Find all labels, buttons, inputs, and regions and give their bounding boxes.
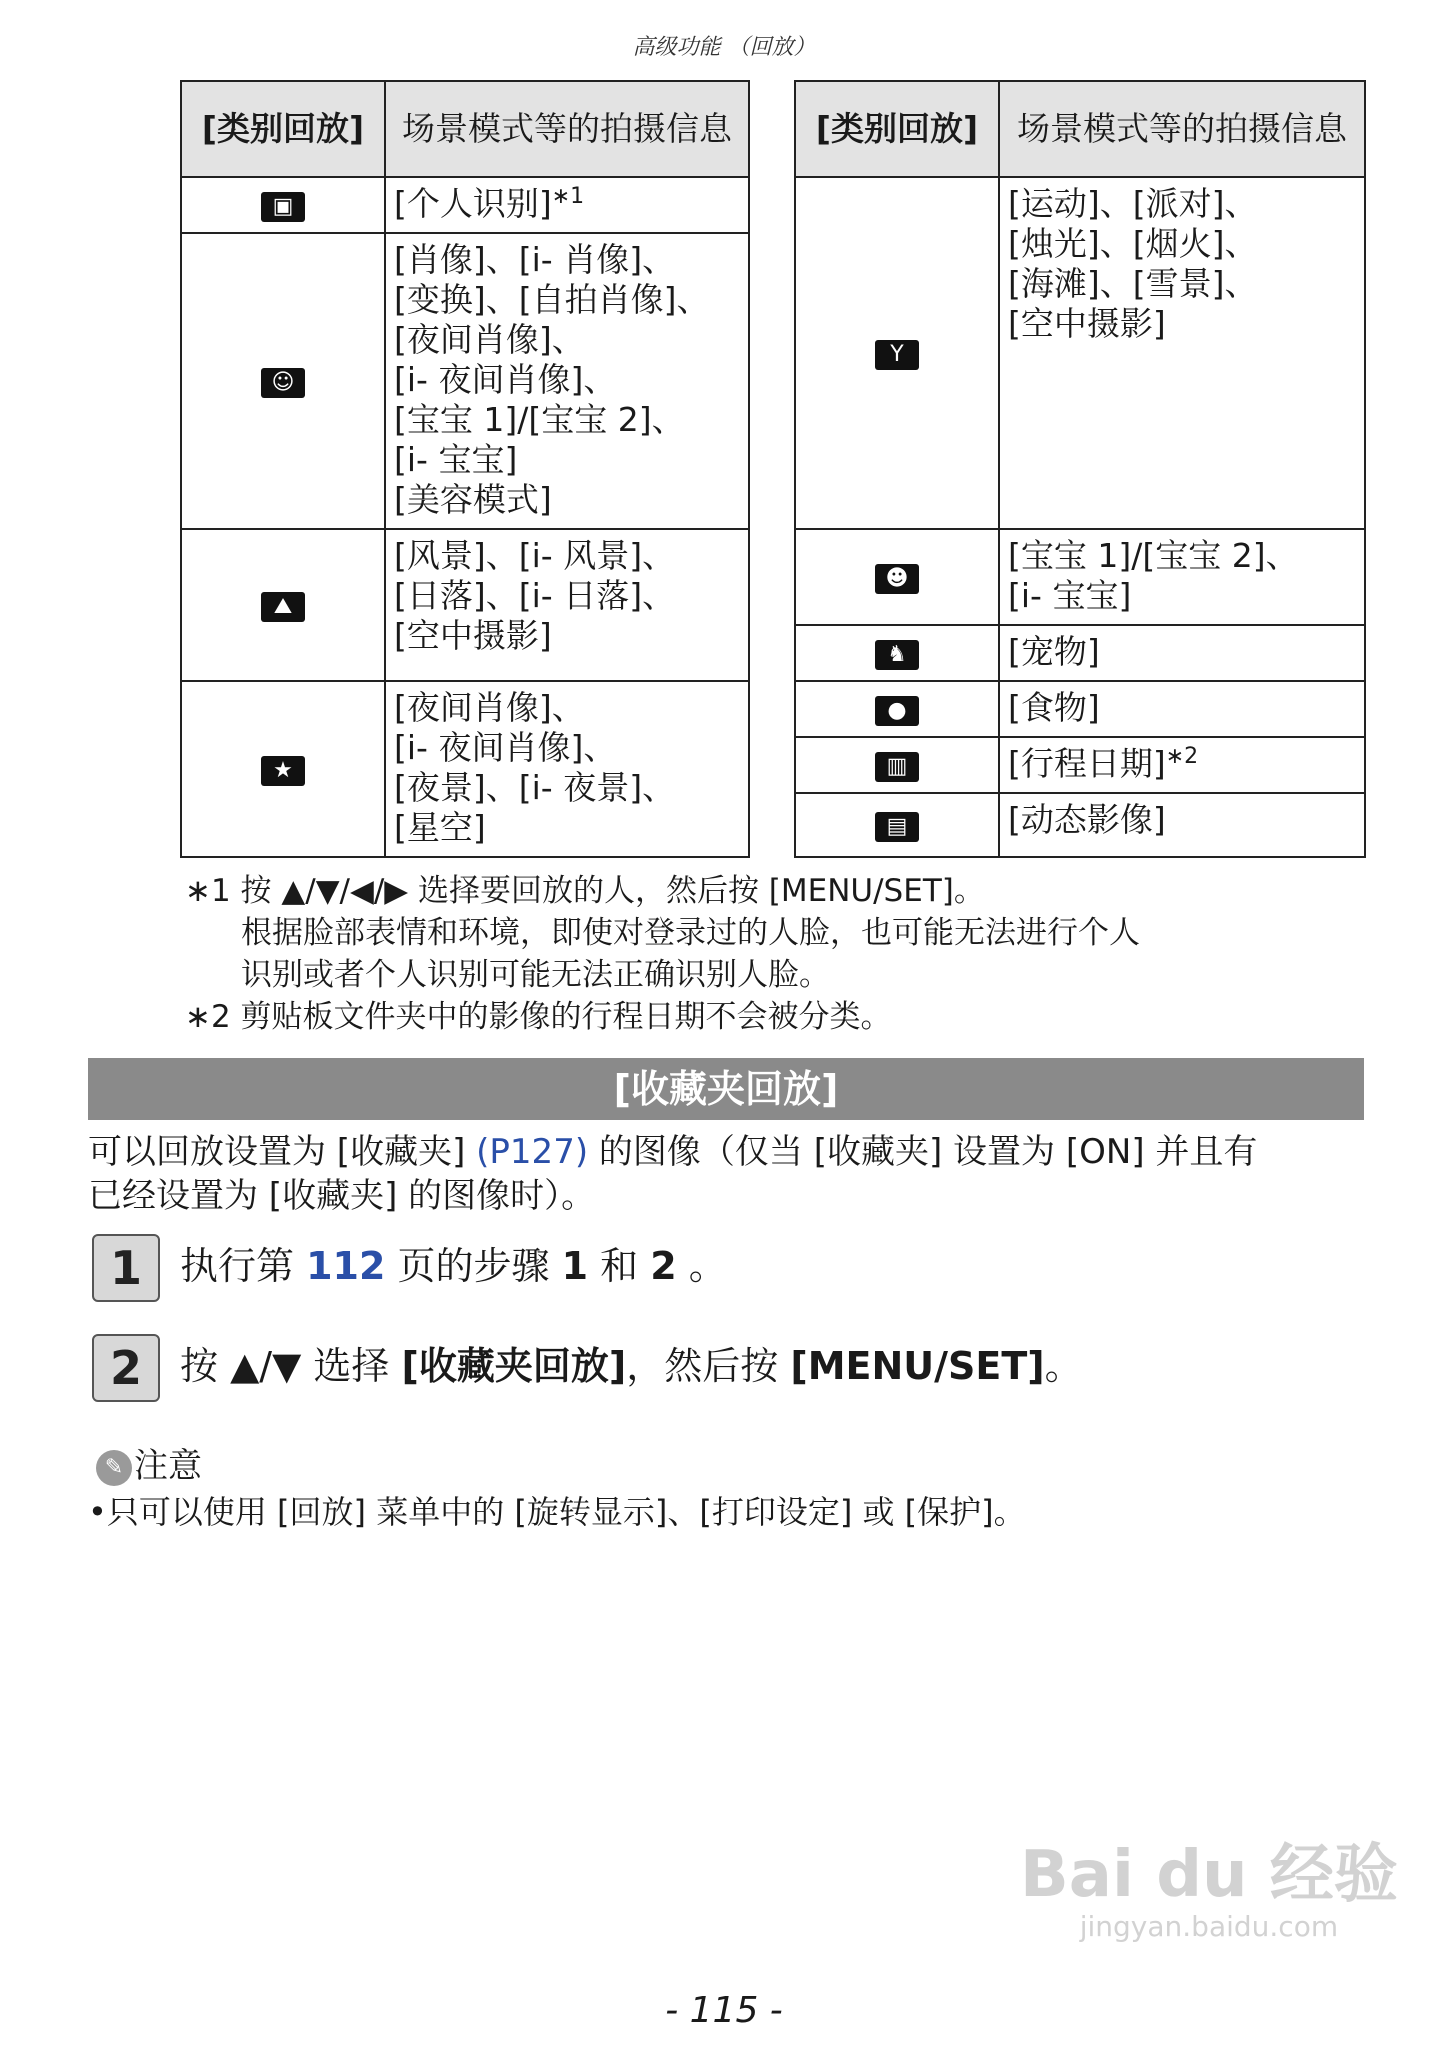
step-text: ，然后按 [626, 1344, 791, 1388]
note-heading [96, 1444, 202, 1488]
cell-line: [变换]、[自拍肖像]、 [394, 280, 710, 319]
cell-line: [夜间肖像]、 [394, 320, 585, 359]
step-1-text [180, 1234, 727, 1298]
right-category-table [794, 80, 1366, 858]
left-header-info: 场景模式等的拍摄信息 [385, 81, 749, 177]
left-category-table [180, 80, 750, 858]
motion-picture-icon: ▤ [875, 812, 919, 842]
left-header-category: [类别回放] [181, 81, 385, 177]
step-ref: 2 [650, 1244, 677, 1288]
step-text: 。 [1044, 1344, 1083, 1388]
cell-line: [肖像]、[i- 肖像]、 [394, 240, 676, 279]
table-row [795, 681, 1365, 737]
cell-line: [烛光]、[烟火]、 [1008, 224, 1258, 263]
baby-icon: ☻ [875, 564, 919, 594]
intro-text: 已经设置为 [收藏夹] 的图像时）。 [88, 1176, 596, 1216]
page-reference-link[interactable]: (P127) [476, 1132, 589, 1172]
cell-line: [星空] [394, 808, 486, 847]
scenery-icon: ⛰ [261, 592, 305, 622]
cell-line: [海滩]、[雪景]、 [1008, 264, 1258, 303]
table-row [181, 529, 749, 681]
footnote-1-continued: 识别或者个人识别可能无法正确识别人脸。 [241, 957, 830, 993]
menu-item-ref: [收藏夹回放] [401, 1344, 627, 1388]
note-bullet: •只可以使用 [回放] 菜单中的 [旋转显示]、[打印设定] 或 [保护]。 [88, 1493, 1026, 1531]
face-recognition-icon: ▣ [261, 192, 305, 222]
step-text: 按 ▲/▼ 选择 [180, 1344, 402, 1388]
table-row [795, 529, 1365, 625]
table-row [795, 177, 1365, 529]
baidu-watermark [1020, 1840, 1398, 1944]
step-2-text [180, 1334, 1083, 1398]
portrait-icon: ☺ [261, 368, 305, 398]
cell-text: [宠物] [1008, 632, 1100, 671]
cell-line: [宝宝 1]/[宝宝 2]、 [1008, 536, 1299, 575]
food-icon: ● [875, 696, 919, 726]
cell-line: [美容模式] [394, 480, 552, 519]
button-ref: [MENU/SET] [790, 1344, 1045, 1388]
step-number-2: 2 [92, 1334, 160, 1402]
cell-line: [i- 宝宝] [394, 440, 518, 479]
cell-line: [日落]、[i- 日落]、 [394, 576, 676, 615]
watermark-url: jingyan.baidu.com [1079, 1910, 1339, 1943]
footnote-1-continued: 根据脸部表情和环境，即使对登录过的人脸，也可能无法进行个人 [241, 915, 1140, 951]
footnotes [185, 870, 1140, 1038]
cell-line: [夜景]、[i- 夜景]、 [394, 768, 676, 807]
cell-line: [空中摄影] [1008, 304, 1166, 343]
table-row [181, 233, 749, 529]
right-header-category: [类别回放] [795, 81, 999, 177]
event-icon: Y [875, 340, 919, 370]
pet-icon: ♞ [875, 640, 919, 670]
cell-text: [行程日期] [1008, 744, 1166, 783]
note-title: 注意 [134, 1446, 202, 1486]
page-number: - 115 - [665, 1990, 783, 2031]
step-text: 和 [588, 1244, 651, 1288]
cell-text: [个人识别] [394, 184, 552, 223]
section-intro [88, 1130, 1364, 1218]
right-header-info: 场景模式等的拍摄信息 [999, 81, 1365, 177]
cell-line: [空中摄影] [394, 616, 552, 655]
cell-line: [夜间肖像]、 [394, 688, 585, 727]
section-title-bar: [收藏夹回放] [88, 1058, 1364, 1120]
cell-line: [风景]、[i- 风景]、 [394, 536, 676, 575]
cell-line: [运动]、[派对]、 [1008, 184, 1258, 223]
intro-text: 可以回放设置为 [收藏夹] [88, 1132, 477, 1172]
cell-line: [i- 夜间肖像]、 [394, 360, 617, 399]
page-header: 高级功能 （回放） [632, 35, 816, 60]
watermark-brand: Bai du 经验 [1020, 1838, 1398, 1912]
cell-line: [i- 夜间肖像]、 [394, 728, 617, 767]
cell-text: [食物] [1008, 688, 1100, 727]
footnote-mark: ∗1 [551, 184, 585, 209]
cell-line: [i- 宝宝] [1008, 576, 1132, 615]
cell-line: [宝宝 1]/[宝宝 2]、 [394, 400, 685, 439]
step-text: 。 [676, 1244, 727, 1288]
footnote-mark: ∗2 [1165, 744, 1199, 769]
footnote-1: ∗1 按 ▲/▼/◀/▶ 选择要回放的人，然后按 [MENU/SET]。 [185, 873, 985, 909]
step-number-1: 1 [92, 1234, 160, 1302]
step-text: 页的步骤 [385, 1244, 562, 1288]
table-row [181, 681, 749, 857]
step-ref: 1 [561, 1244, 589, 1288]
travel-date-icon: ▥ [875, 752, 919, 782]
table-row [181, 177, 749, 233]
table-row [795, 793, 1365, 857]
pencil-icon: ✎ [96, 1450, 132, 1486]
page-reference-link[interactable]: 112 [306, 1244, 386, 1288]
intro-text: 的图像（仅当 [收藏夹] 设置为 [ON] 并且有 [588, 1132, 1258, 1172]
night-portrait-icon: ★ [261, 756, 305, 786]
footnote-2: ∗2 剪贴板文件夹中的影像的行程日期不会被分类。 [185, 999, 892, 1035]
step-text: 执行第 [180, 1244, 307, 1288]
cell-text: [动态影像] [1008, 800, 1166, 839]
table-row [795, 625, 1365, 681]
table-row [795, 737, 1365, 793]
